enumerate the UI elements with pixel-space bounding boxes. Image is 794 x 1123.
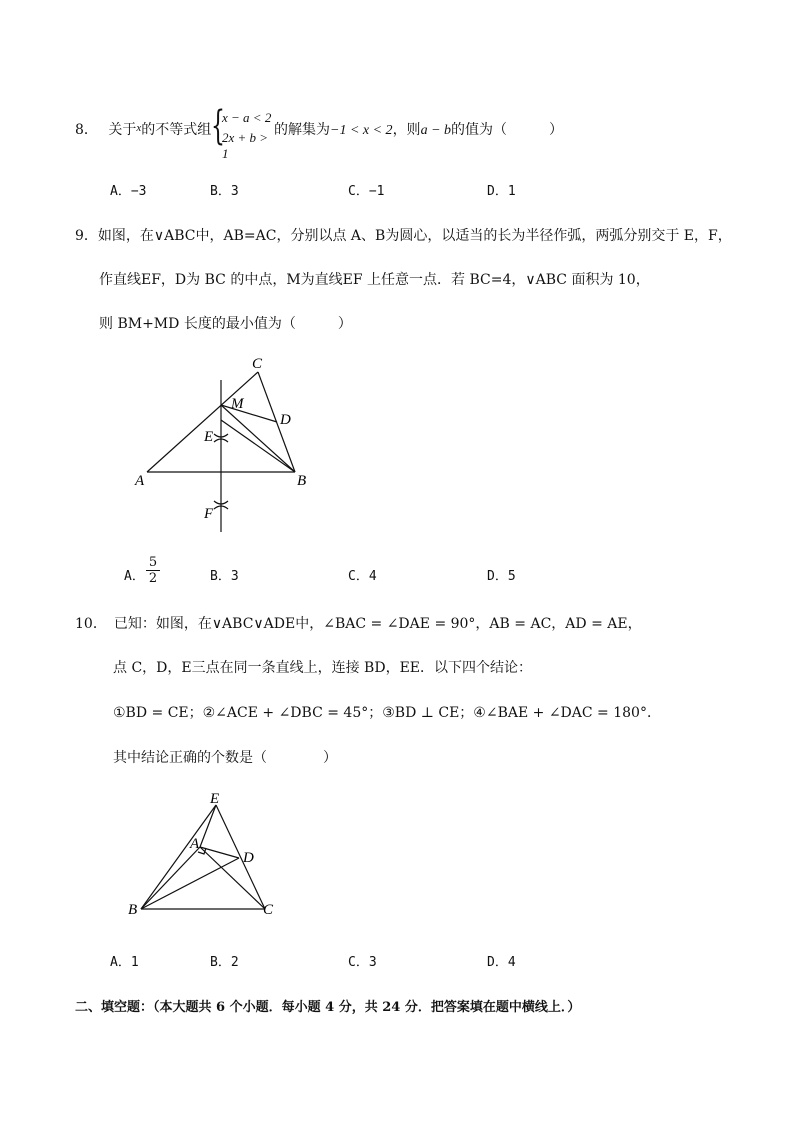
- q8-number: 8．: [75, 122, 98, 138]
- q8-option-b[interactable]: B．3: [210, 184, 239, 199]
- q10-line-2: 点 C，D，E三点在同一条直线上，连接 BD，EE．以下四个结论：: [113, 660, 533, 676]
- q9-label-e: E: [204, 429, 214, 445]
- q9-segment-ac: [147, 372, 258, 472]
- q8-option-d[interactable]: D．1: [487, 184, 516, 199]
- q8-inequality-2: 2x + b > 1: [222, 130, 269, 161]
- q9-option-a-prefix[interactable]: A．: [124, 569, 145, 584]
- q8-text-mid: 的不等式组: [141, 122, 212, 138]
- q10-figure: [122, 790, 292, 925]
- section-2-title: 二、填空题：（本大题共 6 个小题．每小题 4 分，共 24 分．把答案填在题中横线上．）: [75, 1000, 581, 1015]
- q9-option-a-fraction: [146, 555, 160, 586]
- q10-line-1: 10． 已知：如图，在∨ABC∨ADE中，∠BAC = ∠DAE = 90°，AB = AC，AD = AE，: [75, 616, 642, 632]
- q9-option-a-numerator: 5: [146, 555, 160, 571]
- q8-text-tail: [274, 119, 563, 139]
- q8-variable: x: [136, 122, 142, 134]
- q10-label-a: A: [190, 836, 200, 852]
- q9-label-a: A: [135, 473, 145, 489]
- q10-option-c[interactable]: C．3: [348, 955, 377, 970]
- q8-inequality-system: [211, 103, 275, 161]
- q9-line-1: 9．如图，在∨ABC中，AB=AC，分别以点 A、B为圆心，以适当的长为半径作弧，两弧分别交于 E，F，: [75, 228, 732, 244]
- q10-label-b: B: [128, 902, 138, 918]
- q9-label-f: F: [204, 506, 214, 522]
- q10-label-e: E: [210, 791, 220, 807]
- q10-segment-bd: [141, 858, 239, 909]
- q9-line-3: 则 BM+MD 长度的最小值为（ ）: [99, 316, 352, 332]
- q10-segment-ae: [200, 805, 216, 847]
- q10-option-d[interactable]: D．4: [487, 955, 516, 970]
- q8-text-post3: 的值为（ ）: [451, 122, 564, 138]
- q8-text-pre: 关于: [108, 122, 137, 138]
- q10-line-4: 其中结论正确的个数是（ ）: [113, 750, 337, 766]
- q10-option-b[interactable]: B．2: [210, 955, 239, 970]
- q9-label-c: C: [252, 356, 263, 372]
- q8-text-post1: 的解集为: [274, 122, 330, 138]
- q9-label-b: B: [297, 473, 307, 489]
- q10-segment-be: [141, 805, 216, 909]
- q8-option-c[interactable]: C．−1: [348, 184, 385, 199]
- q9-option-b[interactable]: B．3: [210, 569, 239, 584]
- q8-expression: a − b: [420, 123, 452, 138]
- q8-range: −1 < x < 2: [330, 123, 393, 138]
- q8-brace: {: [211, 103, 225, 149]
- q10-label-d: D: [243, 850, 254, 866]
- q8-text-post2: ，则: [392, 122, 421, 138]
- q10-option-a[interactable]: A．1: [110, 955, 139, 970]
- q8-option-a[interactable]: A．−3: [110, 184, 147, 199]
- q9-figure: [130, 350, 330, 540]
- q9-option-d[interactable]: D．5: [487, 569, 516, 584]
- q9-option-a-denominator: 2: [148, 571, 158, 586]
- question-8: [75, 119, 211, 139]
- q9-segment-md: [221, 405, 277, 422]
- q10-segment-ba: [141, 847, 200, 909]
- q8-inequality-1: x − a < 2: [222, 110, 272, 125]
- q9-line-2: 作直线EF，D为 BC 的中点，M为直线EF 上任意一点．若 BC=4，∨ABC 面积为 10，: [99, 272, 650, 288]
- q10-label-c: C: [263, 902, 274, 918]
- q9-label-m: M: [231, 396, 244, 412]
- q10-line-3: ①BD = CE；②∠ACE + ∠DBC = 45°；③BD ⊥ CE；④∠BAE + ∠DAC = 180°．: [113, 705, 661, 721]
- q9-label-d: D: [280, 412, 291, 428]
- q10-segment-ec: [216, 805, 265, 909]
- q9-option-c[interactable]: C．4: [348, 569, 377, 584]
